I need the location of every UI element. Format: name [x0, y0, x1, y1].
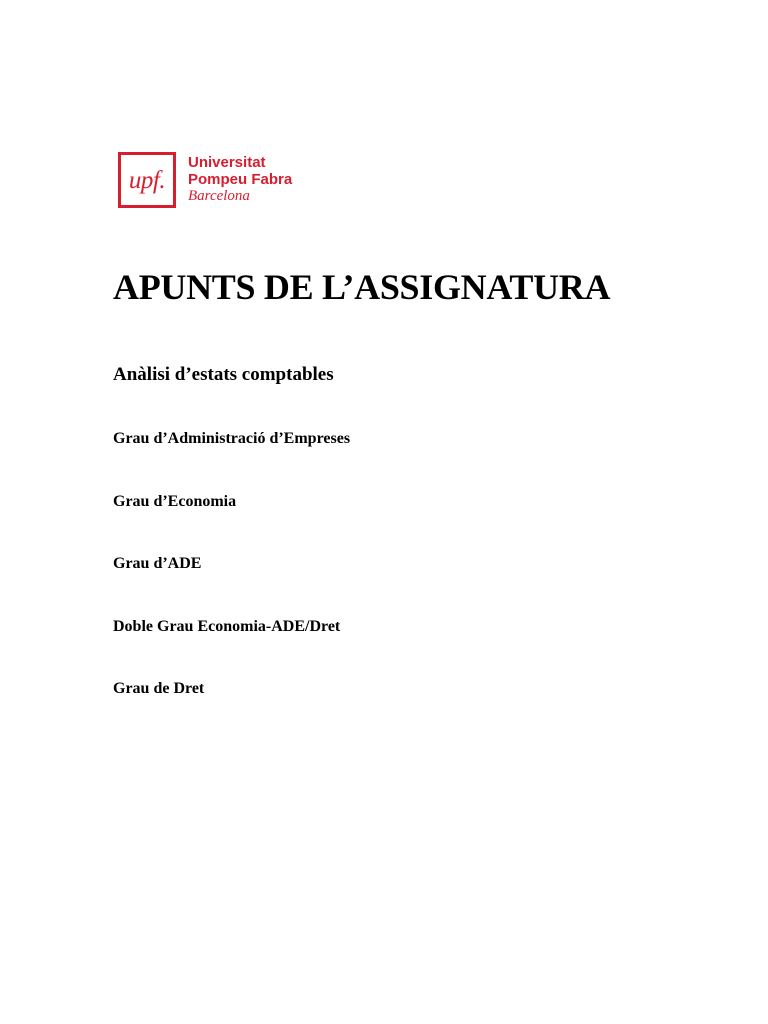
logo-mark-text: upf. [128, 166, 166, 194]
logo-line-pompeu-fabra: Pompeu Fabra [188, 170, 293, 188]
upf-logo-mark [118, 152, 176, 208]
logo-line-universitat: Universitat [188, 154, 266, 172]
degree-item: Grau d’Economia [113, 493, 237, 510]
degree-item: Grau d’ADE [113, 555, 202, 572]
logo-wordmark [188, 155, 292, 205]
course-subtitle: Anàlisi d’estats comptables [113, 364, 334, 385]
logo-line-barcelona: Barcelona [188, 188, 250, 205]
document-title: APUNTS DE L’ASSIGNATURA [113, 267, 611, 307]
upf-logo [118, 152, 292, 208]
degree-item: Doble Grau Economia-ADE/Dret [113, 618, 341, 635]
degree-item: Grau de Dret [113, 680, 205, 697]
degree-item: Grau d’Administració d’Empreses [113, 430, 351, 447]
